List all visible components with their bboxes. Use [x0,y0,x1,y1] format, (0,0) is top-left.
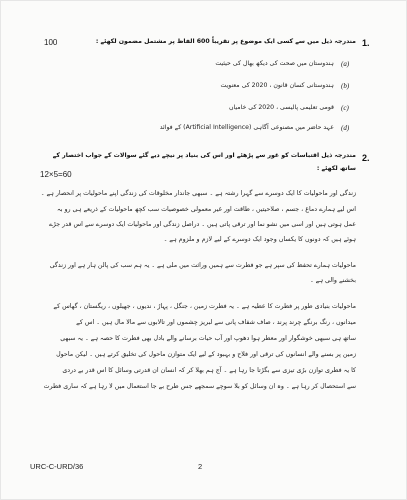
passage-1-line: اس لیے ہمارے دماغ ، جسم ، صلاحیتیں ، طاقت اور غیر معمولی خصوصیات سب کچھ ماحولیات کے ذریعے ہی رو بہ [57,206,356,213]
passage-2-line: ماحولیات ہمارے تحفظ کی سپر ہے جو فطرت سے ہمیں وراثت میں ملی ہے ۔ یہ ہم سب کی پالن ہار ہے اور زندگی [49,262,356,269]
question-2-marks: 12×5=60 [40,170,72,179]
option-b-text: ہندوستانی کسان قانون ، 2020 کی معنویت [220,82,334,89]
question-1-instruction: مندرجہ ذیل میں سے کسی ایک موضوع پر تقریباً 600 الفاظ پر مشتمل مضمون لکھئے : [95,38,356,45]
option-d-label: (d) [341,124,350,132]
option-a-text: ہندوستان میں صحت کی دیکھ بھال کی حیثیت [215,60,334,67]
question-2-instruction-line2: ساتھ لکھئے : [316,165,356,172]
passage-3-line: سے استحصال کر رہا ہے ۔ وہ ان وسائل کو بلا سوچے سمجھے جس طرح بے جا استعمال میں لا رہا ہے کہ ساری فطرت [43,383,356,390]
paper-code: URC-C-URD/36 [30,462,84,471]
option-d-text: عہد حاضر میں مصنوعی آگاہی (Artificial Intelligence) کے فوائد [159,124,334,131]
passage-1-line: زندگی اور ماحولیات کا ایک دوسرے سے گہرا رشتہ ہے ۔ سبھی جاندار مخلوقات کی زندگی اپنے ماحولیات پر انحصار ہے ۔ [40,190,356,197]
question-2-number: 2. [362,153,370,163]
option-c-label: (c) [341,104,349,112]
passage-3-line: ساتھ ہی سبھی خوشگوار اور معطر ہوا دھوپ اور آب حیات برسانے والے بادل بھی فطرت کا حصہ ہے ۔ یہ سبھی [60,335,356,342]
option-b-label: (b) [341,82,350,90]
question-2-instruction-line1: مندرجہ ذیل اقتباسات کو غور سے پڑھئے اور اس کی بنیاد پر نیچے دیے گئے سوالات کے جواب اختصار کے [52,152,356,159]
question-1-number: 1. [362,38,370,48]
passage-2-line: بخشنے والی ہے ۔ [309,277,356,284]
passage-3-line: کا یہ فطری توازن بڑی تیزی سے بگڑتا جا رہا ہے ۔ آج ہم بھلا کر کہ انسان ان قدرتی وسائل کا اس قدر بے دردی [62,367,356,374]
passage-1-line: عمل ہوتی ہیں اور اسی میں نشو نما اور ترقی پاتی ہیں ۔ دراصل زندگی اور ماحولیات ایک دوسرے سے اس قدر جڑے [49,221,356,228]
option-c-text: قومی تعلیمی پالیسی ، 2020 کی خامیاں [229,104,334,111]
passage-3-line: زمین پر بسنے والے انسانوں کی ترقی اور فلاح و بہبود کے لیے ایک متوازن ماحول کی تخلیق کرتے ہیں ۔ لیکن ماحول [56,351,356,358]
page-number: 2 [198,462,203,471]
passage-3-line: ماحولیات بنیادی طور پر فطرت کا عطیہ ہے ۔ یہ فطرت زمین ، جنگل ، پہاڑ ، ندیوں ، جھیلوں ، ریگستان ، گھاس کے [53,303,356,310]
option-a-label: (a) [341,60,350,68]
question-1-marks: 100 [44,38,58,47]
passage-3-line: میدانوں ، رنگ برنگے چرند پرند ، صاف شفاف پانی سے لبریز چشموں اور تالابوں سے مالا مال ہیں ۔ اس کے [76,319,356,326]
passage-1-line: ہوئے ہیں کہ دونوں کا یکساں وجود ایک دوسرے کے لیے لازم و ملزوم ہے ۔ [163,236,356,243]
